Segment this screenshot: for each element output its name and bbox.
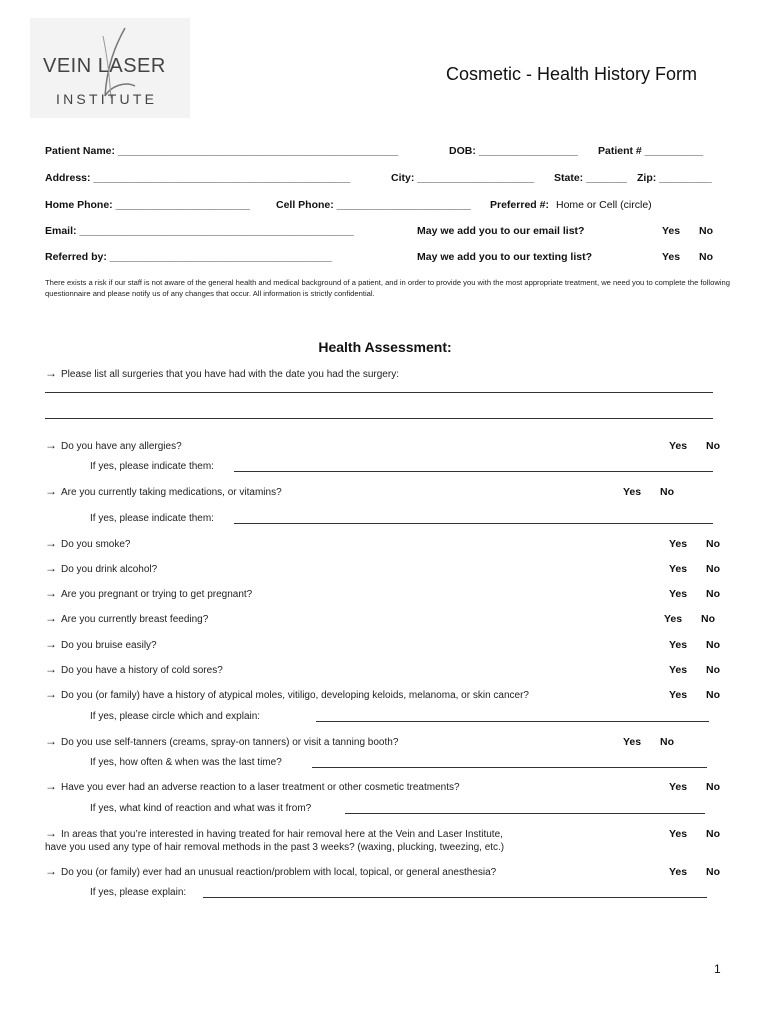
arrow-icon: → (45, 864, 57, 878)
dob-field[interactable]: DOB: _________________ (449, 145, 579, 157)
arrow-icon: → (45, 687, 57, 701)
medications-yes-option[interactable]: Yes (623, 486, 642, 498)
arrow-icon: → (45, 779, 57, 793)
preferred-options[interactable]: Home or Cell (circle) (556, 199, 652, 211)
question-tanning: → Do you use self-tanners (creams, spray-on tanners) or visit a tanning booth? (45, 734, 399, 748)
question-moles: → Do you (or family) have a history of atypical moles, vitiligo, developing keloids, melanoma, or skin cancer? (45, 687, 529, 701)
email-no-option[interactable]: No (699, 225, 713, 237)
arrow-icon: → (45, 438, 57, 452)
anesthesia-yes-option[interactable]: Yes (669, 866, 688, 878)
alcohol-no-option[interactable]: No (706, 563, 720, 575)
allergies-no-option[interactable]: No (706, 440, 720, 452)
question-smoke: → Do you smoke? (45, 536, 131, 550)
pregnant-no-option[interactable]: No (706, 588, 720, 600)
medications-followup-label: If yes, please indicate them: (90, 513, 214, 524)
arrow-icon: → (45, 611, 57, 625)
page-number: 1 (714, 962, 721, 976)
medications-no-option[interactable]: No (660, 486, 674, 498)
address-field[interactable]: Address: ____________________________________________ (45, 172, 351, 184)
question-cold-sores: → Do you have a history of cold sores? (45, 662, 223, 676)
question-alcohol: → Do you drink alcohol? (45, 561, 158, 575)
disclaimer-text: There exists a risk if our staff is not aware of the general health and medical background of a patient, and in order to provide you with the most appropriate treatment, we need you to complete the following questionnaire and please notify us of any changes that occur. All information is strictly confidential. (45, 278, 730, 298)
laser-no-option[interactable]: No (706, 781, 720, 793)
surgeries-answer-line-1[interactable] (45, 392, 713, 393)
hair-removal-yes-option[interactable]: Yes (669, 828, 688, 840)
texting-no-option[interactable]: No (699, 251, 713, 263)
arrow-icon: → (45, 826, 57, 840)
section-title: Health Assessment: (318, 339, 452, 355)
question-bruise: → Do you bruise easily? (45, 637, 157, 651)
arrow-icon: → (45, 734, 57, 748)
moles-no-option[interactable]: No (706, 689, 720, 701)
zip-field[interactable]: Zip: _________ (637, 172, 712, 184)
cell-phone-field[interactable]: Cell Phone: _______________________ (276, 199, 471, 211)
question-surgeries: → Please list all surgeries that you have had with the date you had the surgery: (45, 366, 399, 380)
arrow-icon: → (45, 484, 57, 498)
alcohol-yes-option[interactable]: Yes (669, 563, 688, 575)
allergies-answer-line[interactable] (234, 471, 713, 472)
arrow-icon: → (45, 536, 57, 550)
question-medications: → Are you currently taking medications, or vitamins? (45, 484, 282, 498)
moles-followup-label: If yes, please circle which and explain: (90, 711, 261, 722)
anesthesia-no-option[interactable]: No (706, 866, 720, 878)
laser-yes-option[interactable]: Yes (669, 781, 688, 793)
anesthesia-followup-label: If yes, please explain: (90, 887, 187, 898)
breastfeeding-yes-option[interactable]: Yes (664, 613, 683, 625)
logo-main-text: VEIN LASER (43, 55, 166, 77)
hair-removal-no-option[interactable]: No (706, 828, 720, 840)
patient-number-field[interactable]: Patient # __________ (598, 145, 704, 157)
email-field[interactable]: Email: _______________________________________________ (45, 225, 354, 237)
question-allergies: → Do you have any allergies? (45, 438, 182, 452)
preferred-label: Preferred #: (490, 199, 549, 211)
email-list-question: May we add you to our email list? (417, 225, 585, 237)
logo (30, 18, 190, 118)
city-field[interactable]: City: ____________________ (391, 172, 535, 184)
question-laser-reaction: → Have you ever had an adverse reaction to a laser treatment or other cosmetic treatments? (45, 779, 460, 793)
medications-answer-line[interactable] (234, 523, 713, 524)
arrow-icon: → (45, 366, 57, 380)
cold-sores-yes-option[interactable]: Yes (669, 664, 688, 676)
question-breastfeeding: → Are you currently breast feeding? (45, 611, 209, 625)
tanning-no-option[interactable]: No (660, 736, 674, 748)
tanning-answer-line[interactable] (312, 767, 707, 768)
moles-answer-line[interactable] (316, 721, 709, 722)
question-anesthesia: → Do you (or family) ever had an unusual reaction/problem with local, topical, or general anesthesia? (45, 864, 497, 878)
logo-sub-text: INSTITUTE (56, 91, 158, 107)
question-pregnant: → Are you pregnant or trying to get pregnant? (45, 586, 253, 600)
smoke-yes-option[interactable]: Yes (669, 538, 688, 550)
anesthesia-answer-line[interactable] (203, 897, 707, 898)
laser-answer-line[interactable] (345, 813, 705, 814)
arrow-icon: → (45, 637, 57, 651)
home-phone-field[interactable]: Home Phone: _______________________ (45, 199, 250, 211)
texting-yes-option[interactable]: Yes (662, 251, 681, 263)
question-hair-removal: → In areas that you’re interested in having treated for hair removal here at the Vein and Laser Institute, (45, 826, 503, 840)
referred-by-field[interactable]: Referred by: ______________________________________ (45, 251, 332, 263)
breastfeeding-no-option[interactable]: No (701, 613, 715, 625)
laser-followup-label: If yes, what kind of reaction and what was it from? (90, 803, 312, 814)
state-field[interactable]: State: _______ (554, 172, 627, 184)
allergies-followup-label: If yes, please indicate them: (90, 461, 214, 472)
arrow-icon: → (45, 586, 57, 600)
tanning-followup-label: If yes, how often & when was the last time? (90, 757, 282, 768)
pregnant-yes-option[interactable]: Yes (669, 588, 688, 600)
texting-list-question: May we add you to our texting list? (417, 251, 593, 263)
surgeries-answer-line-2[interactable] (45, 418, 713, 419)
arrow-icon: → (45, 662, 57, 676)
smoke-no-option[interactable]: No (706, 538, 720, 550)
tanning-yes-option[interactable]: Yes (623, 736, 642, 748)
email-yes-option[interactable]: Yes (662, 225, 681, 237)
allergies-yes-option[interactable]: Yes (669, 440, 688, 452)
arrow-icon: → (45, 561, 57, 575)
bruise-yes-option[interactable]: Yes (669, 639, 688, 651)
form-title: Cosmetic - Health History Form (446, 64, 698, 84)
patient-name-field[interactable]: Patient Name: ________________________________________________ (45, 145, 399, 157)
bruise-no-option[interactable]: No (706, 639, 720, 651)
question-hair-removal-line-2: have you used any type of hair removal methods in the past 3 weeks? (waxing, plucking, tweezing, etc.) (45, 842, 505, 853)
moles-yes-option[interactable]: Yes (669, 689, 688, 701)
cold-sores-no-option[interactable]: No (706, 664, 720, 676)
